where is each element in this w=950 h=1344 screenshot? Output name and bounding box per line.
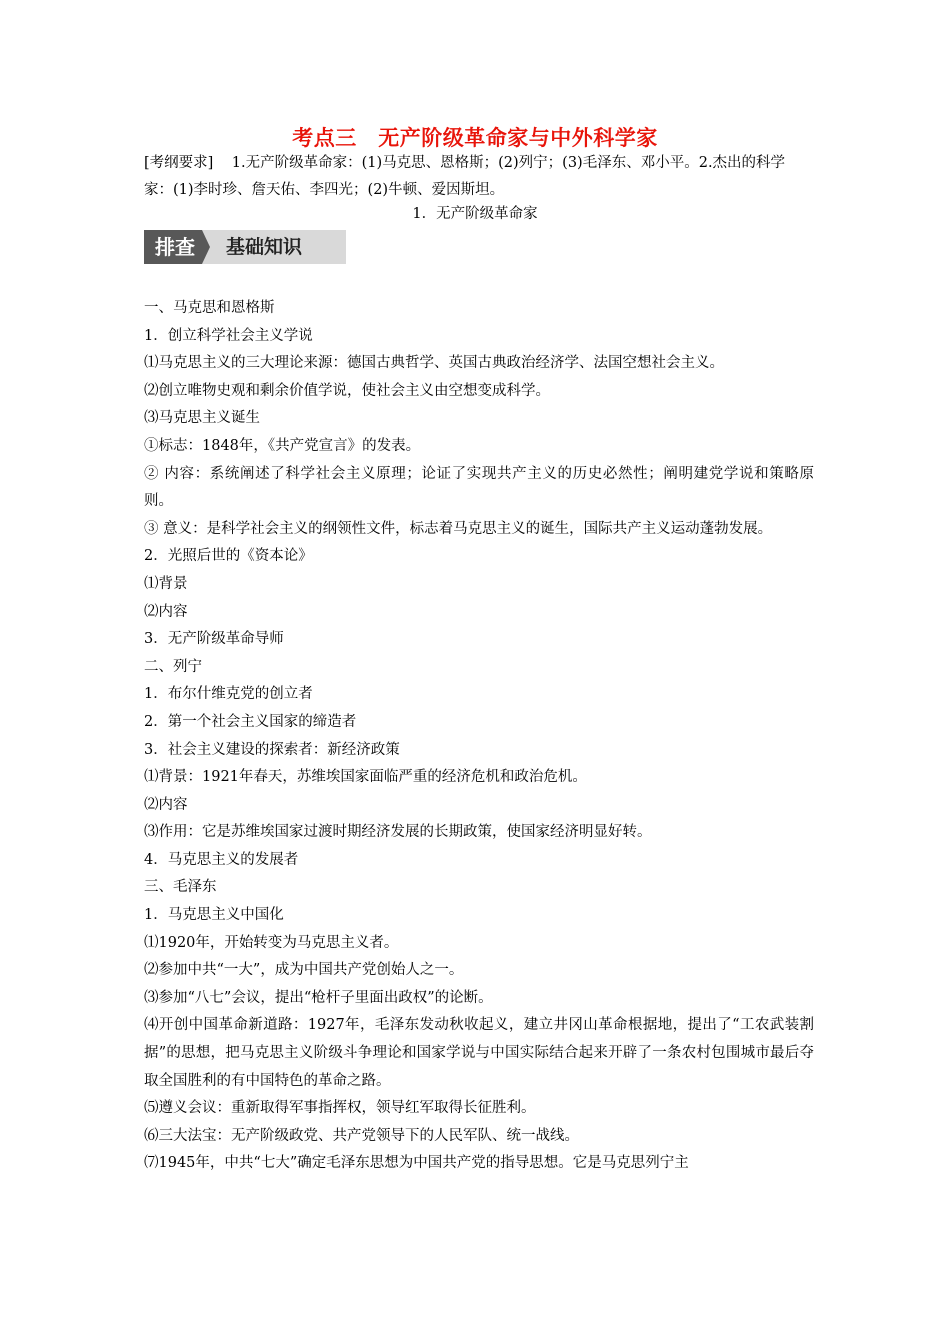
list-item: ⑶参加“八七”会议，提出“枪杆子里面出政权”的论断。: [144, 989, 493, 1006]
page-title: 考点三 无产阶级革命家与中外科学家: [292, 125, 658, 150]
section-banner: [144, 230, 346, 264]
list-item: 1．马克思主义中国化: [144, 907, 284, 924]
list-item: 4．马克思主义的发展者: [144, 851, 299, 868]
requirement-tag: [考纲要求]: [144, 155, 214, 171]
list-item: ⑴背景：1921年春天，苏维埃国家面临严重的经济危机和政治危机。: [144, 769, 587, 786]
section-subtitle: 1．无产阶级革命家: [412, 206, 538, 222]
list-item: ⑴1920年，开始转变为马克思主义者。: [144, 934, 399, 951]
list-item: ⑶作用：它是苏维埃国家过渡时期经济发展的长期政策，使国家经济明显好转。: [144, 824, 652, 841]
heading-lenin: 二、列宁: [144, 658, 202, 675]
list-item: 1．创立科学社会主义学说: [144, 327, 313, 344]
list-item: ⑵内容: [144, 603, 188, 620]
list-item: ⑷开创中国革命新道路：1927年，毛泽东发动秋收起义，建立井冈山革命根据地，提出了“工农武装割据”的思想，把马克思主义阶级斗争理论和国家学说与中国实际结合起来开辟了一条农村包围城市最后夺取全国胜利的有中国特色的革命之路。: [144, 1017, 814, 1089]
list-item: ⑵创立唯物史观和剩余价值学说，使社会主义由空想变成科学。: [144, 382, 550, 399]
list-item: ⑴马克思主义的三大理论来源：德国古典哲学、英国古典政治经济学、法国空想社会主义。: [144, 355, 724, 372]
document-body: [144, 295, 814, 1178]
list-item: ①标志：1848年，《共产党宣言》的发表。: [144, 437, 421, 454]
exam-requirement: [144, 150, 814, 204]
heading-mao: 三、毛泽东: [144, 879, 217, 896]
banner-label-check: 排查: [155, 235, 195, 259]
list-item: 2．光照后世的《资本论》: [144, 548, 313, 565]
list-item: 2．第一个社会主义国家的缔造者: [144, 713, 357, 730]
list-item: ⑵参加中共“一大”，成为中国共产党创始人之一。: [144, 962, 464, 979]
list-item: ⑶马克思主义诞生: [144, 410, 260, 427]
list-item: ⑺1945年，中共“七大”确定毛泽东思想为中国共产党的指导思想。它是马克思列宁主: [144, 1155, 689, 1172]
list-item: 3．社会主义建设的探索者：新经济政策: [144, 741, 400, 758]
list-item: ⑴背景: [144, 575, 188, 592]
list-item: ⑸遵义会议：重新取得军事指挥权，领导红军取得长征胜利。: [144, 1100, 536, 1117]
list-item: ⑹三大法宝：无产阶级政党、共产党领导下的人民军队、统一战线。: [144, 1127, 579, 1144]
banner-label-basics: 基础知识: [226, 236, 303, 258]
list-item: 1．布尔什维克党的创立者: [144, 686, 313, 703]
requirement-text: 1.无产阶级革命家：(1)马克思、恩格斯；(2)列宁；(3)毛泽东、邓小平。2.杰出的科学家：(1)李时珍、詹天佑、李四光；(2)牛顿、爱因斯坦。: [144, 155, 786, 198]
list-item: ③ 意义：是科学社会主义的纲领性文件，标志着马克思主义的诞生，国际共产主义运动蓬勃发展。: [144, 520, 773, 537]
heading-marx-engels: 一、马克思和恩格斯: [144, 300, 275, 316]
list-item: ② 内容：系统阐述了科学社会主义原理；论证了实现共产主义的历史必然性；阐明建党学说和策略原则。: [144, 465, 814, 510]
list-item: 3．无产阶级革命导师: [144, 631, 284, 648]
list-item: ⑵内容: [144, 796, 188, 813]
